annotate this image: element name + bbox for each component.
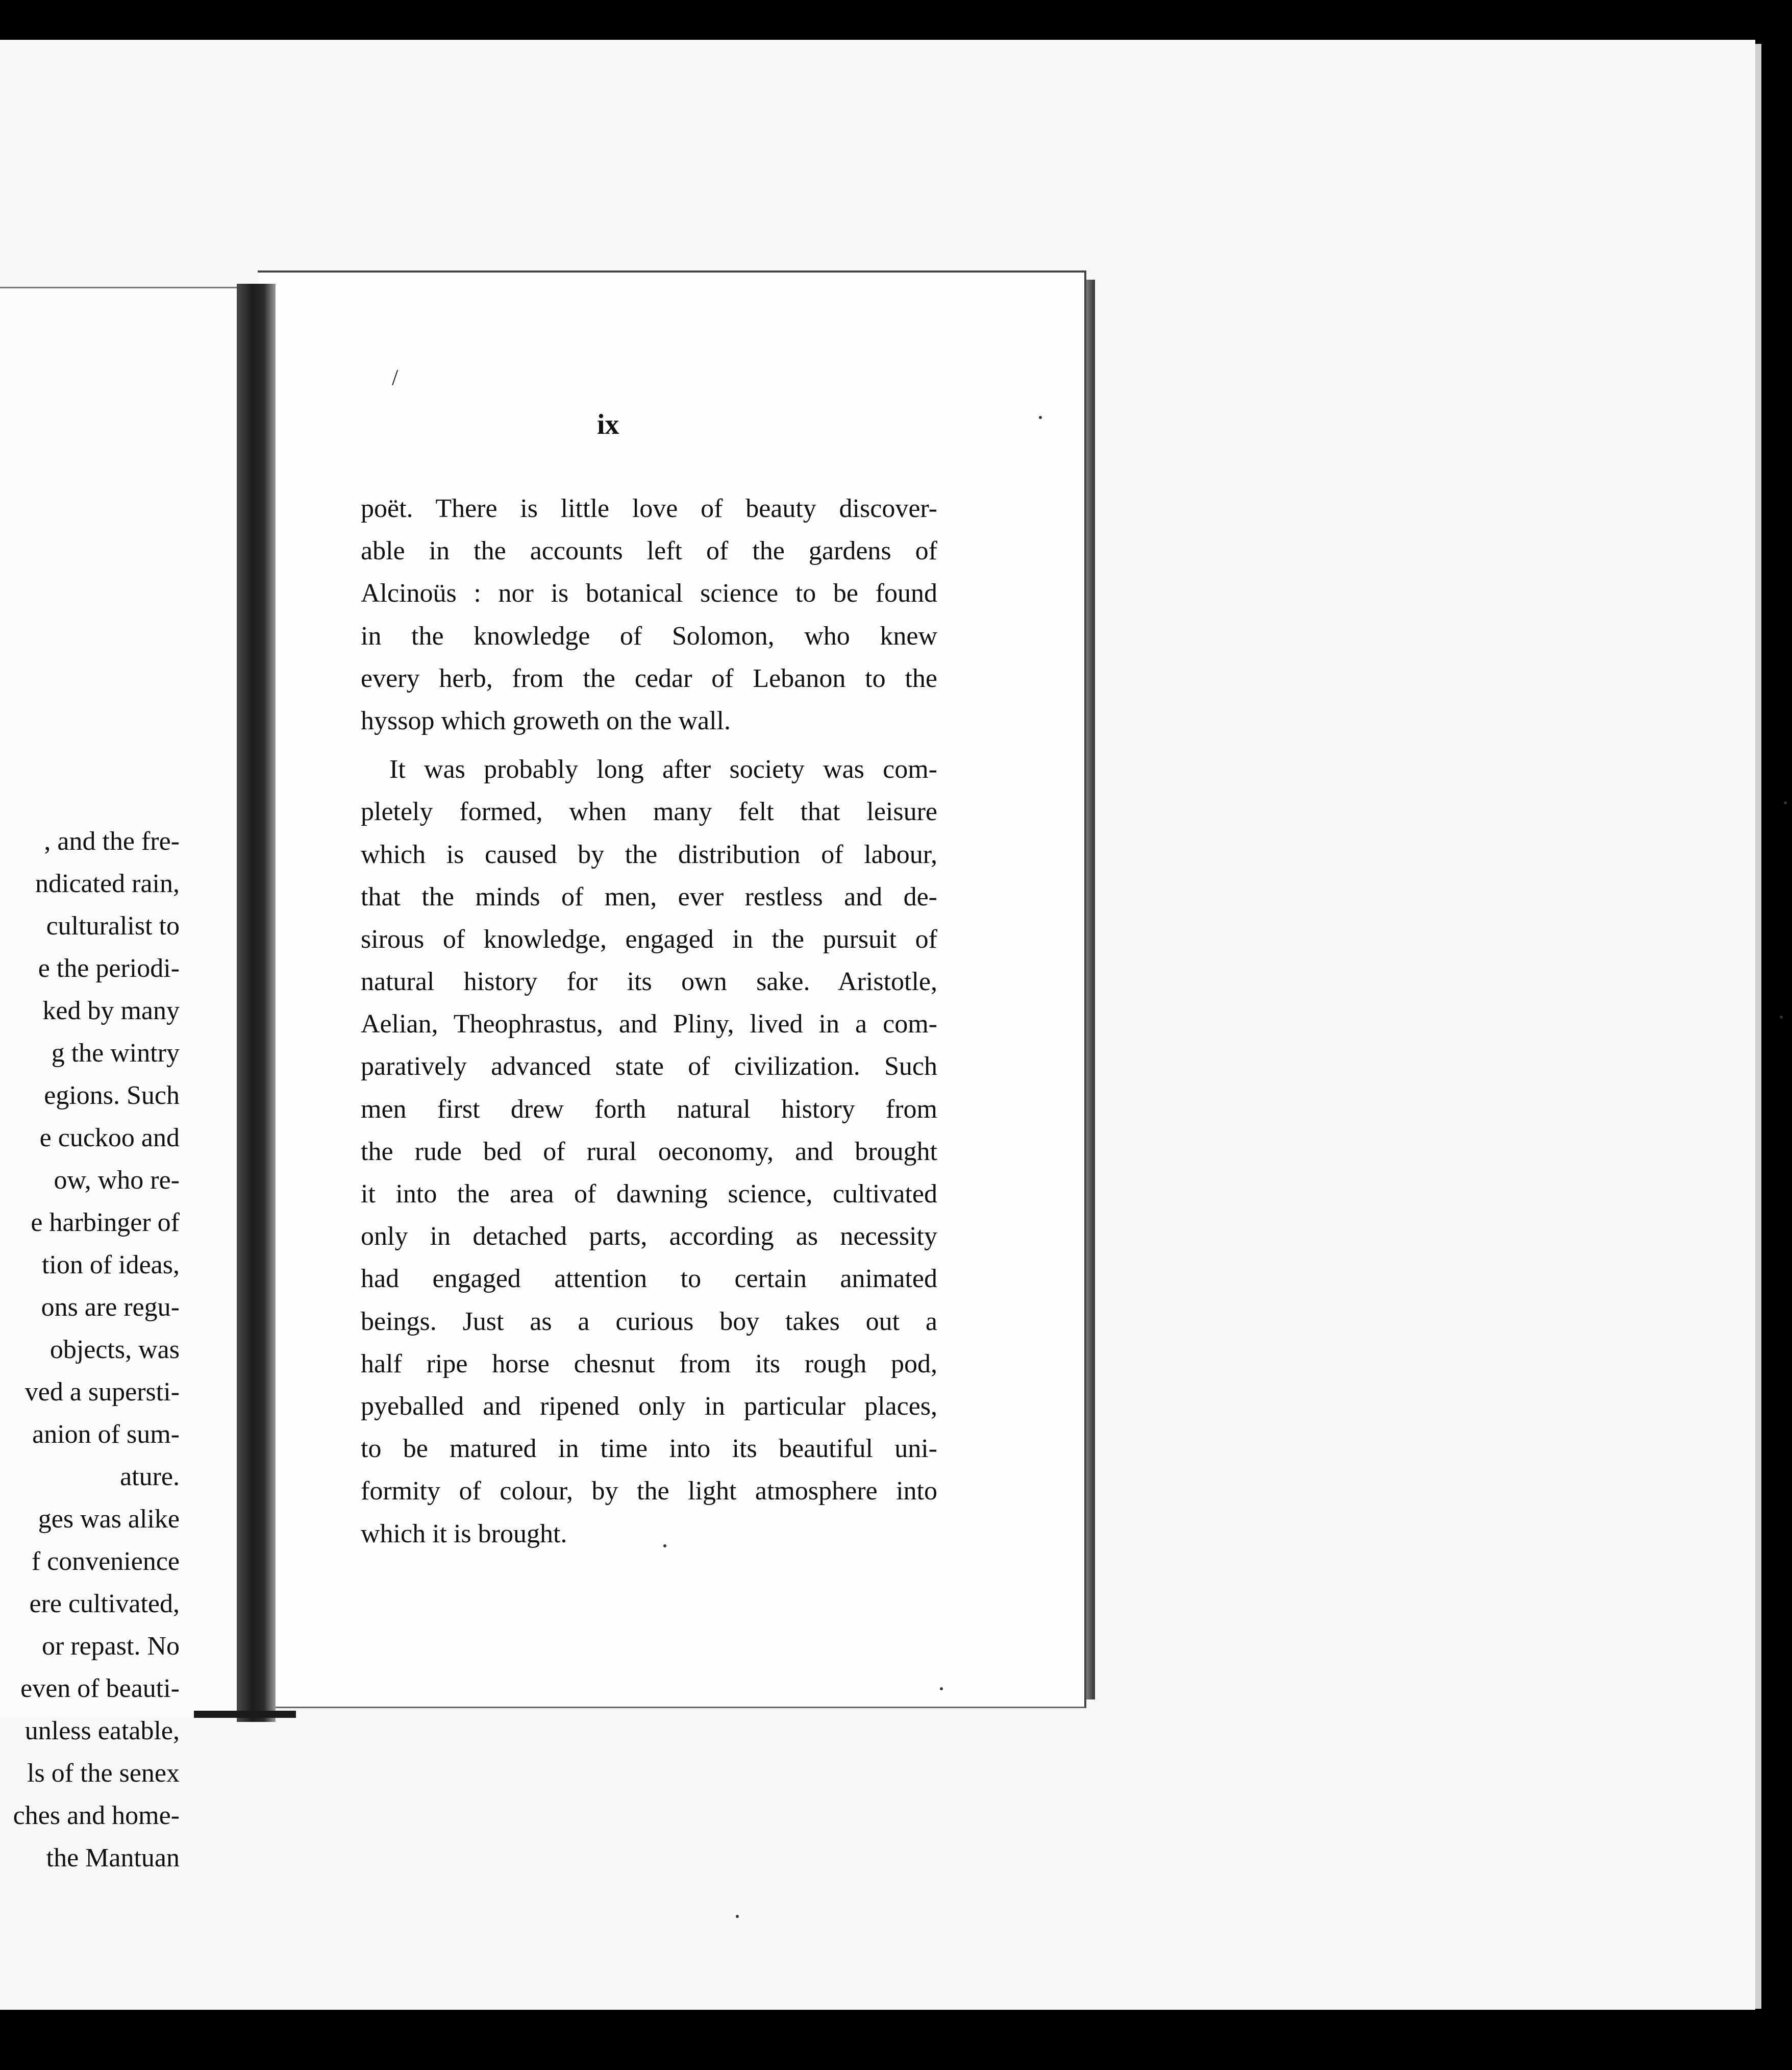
left-line: ked by many: [42, 996, 180, 1025]
text-line: men first drew forth natural history from: [361, 1094, 937, 1124]
left-line: unless eatable,: [24, 1716, 180, 1745]
left-line: ges was alike: [38, 1505, 180, 1534]
text-line: every herb, from the cedar of Lebanon to the: [361, 663, 937, 693]
left-line: ere cultivated,: [29, 1589, 180, 1618]
dust-speck: [736, 1915, 739, 1918]
text-line: poët. There is little love of beauty discover-: [361, 494, 937, 523]
left-page-text: [0, 820, 180, 1879]
dust-speck: [1784, 801, 1787, 804]
page-number: ix: [597, 409, 619, 440]
text-line: to be matured in time into its beautiful uni-: [361, 1434, 937, 1464]
left-page: [0, 287, 270, 1872]
dust-speck: [1039, 416, 1042, 419]
left-line: the Mantuan: [46, 1843, 180, 1872]
book-gutter: [237, 284, 276, 1722]
left-line: ndicated rain,: [35, 869, 180, 898]
text-line: which it is brought.: [361, 1519, 567, 1548]
text-line: had engaged attention to certain animated: [361, 1264, 937, 1294]
stray-mark: /: [392, 365, 399, 390]
dust-speck: [663, 1544, 666, 1547]
text-line: the rude bed of rural oeconomy, and brought: [361, 1137, 937, 1166]
text-line: pletely formed, when many felt that leisure: [361, 797, 937, 827]
gutter-bottom-shadow: [194, 1711, 296, 1718]
left-line: ches and home-: [13, 1801, 180, 1830]
left-line: ature.: [120, 1462, 180, 1491]
left-line: even of beauti-: [20, 1674, 180, 1703]
text-line: in the knowledge of Solomon, who knew: [361, 621, 937, 651]
text-line: natural history for its own sake. Aristotle,: [361, 967, 937, 997]
left-line: or repast. No: [41, 1632, 180, 1661]
text-line: which is caused by the distribution of labour,: [361, 840, 937, 869]
text-line: formity of colour, by the light atmosphere into: [361, 1476, 937, 1506]
left-line: ved a supersti-: [24, 1377, 180, 1407]
left-line: objects, was: [49, 1335, 180, 1364]
sheet-right-edge: [1755, 44, 1761, 2009]
text-line: beings. Just as a curious boy takes out a: [361, 1307, 937, 1336]
dust-speck: [940, 1687, 943, 1690]
left-line: ow, who re-: [54, 1166, 180, 1195]
text-line: paratively advanced state of civilization. Such: [361, 1052, 937, 1081]
left-line: e the periodi-: [38, 954, 180, 983]
page-edge-shadow: [1085, 280, 1095, 1699]
text-line: Alcinoüs : nor is botanical science to be found: [361, 579, 937, 608]
left-line: egions. Such: [44, 1081, 180, 1110]
text-line: that the minds of men, ever restless and de-: [361, 882, 937, 911]
left-line: e cuckoo and: [39, 1123, 180, 1152]
left-line: ls of the senex: [27, 1759, 180, 1788]
right-page-text: [361, 487, 937, 1555]
left-line: tion of ideas,: [41, 1250, 180, 1279]
left-line: e harbinger of: [31, 1208, 180, 1237]
dust-speck: [1780, 1016, 1783, 1019]
text-line: able in the accounts left of the gardens of: [361, 536, 937, 566]
left-line: , and the fre-: [44, 827, 180, 856]
left-line: ons are regu-: [41, 1293, 180, 1322]
left-line: culturalist to: [46, 911, 180, 941]
text-line: pyeballed and ripened only in particular places,: [361, 1391, 937, 1421]
text-line: it into the area of dawning science, cultivated: [361, 1179, 937, 1209]
text-line: It was probably long after society was com-: [389, 755, 937, 784]
text-line: sirous of knowledge, engaged in the pursuit of: [361, 924, 937, 954]
text-line: hyssop which groweth on the wall.: [361, 706, 731, 735]
text-line: half ripe horse chesnut from its rough pod,: [361, 1349, 937, 1378]
left-line: f convenience: [31, 1547, 180, 1576]
left-line: g the wintry: [51, 1039, 180, 1068]
left-line: anion of sum-: [32, 1420, 180, 1449]
text-line: Aelian, Theophrastus, and Pliny, lived in a com-: [361, 1009, 937, 1039]
text-line: only in detached parts, according as necessity: [361, 1222, 937, 1251]
